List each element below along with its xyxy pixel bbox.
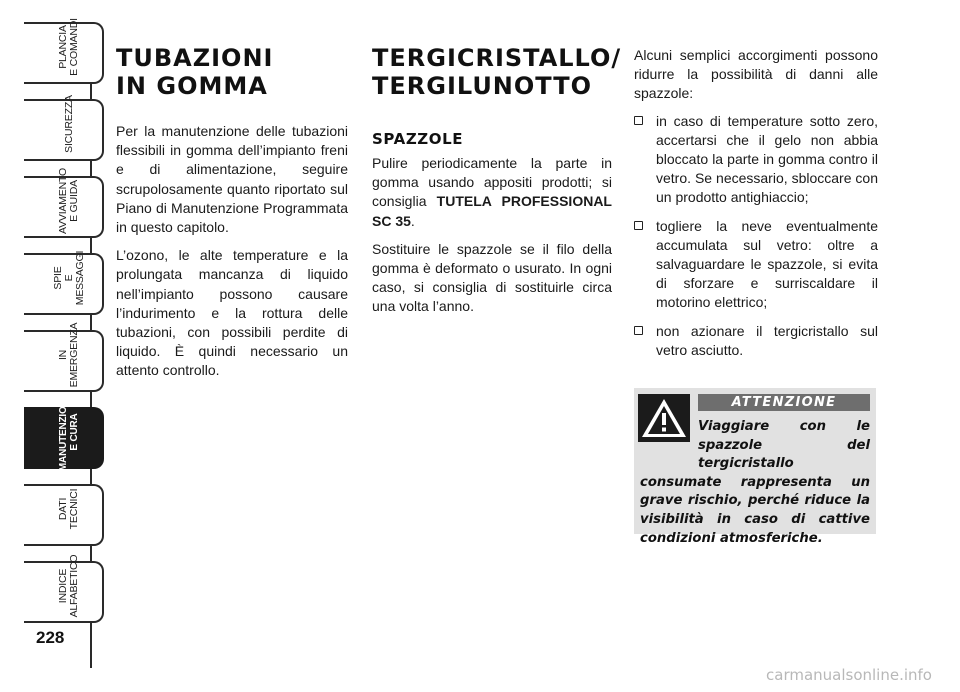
page-number: 228 — [36, 628, 65, 647]
tab-label: E MESSAGGI — [62, 250, 86, 306]
tab-label: DATI TECNICI — [57, 488, 80, 530]
tab-label: SPIE — [51, 266, 64, 290]
tab-dati-tecnici[interactable] — [24, 484, 104, 546]
paragraph: Per la manutenzione delle tubazioni flessibili in gomma dell’impianto freni e di alimentazione, seguire scrupolosamente quanto riportato sul Piano di Manutenzione Programmata in questo capitolo. — [116, 123, 348, 236]
tips-list — [634, 112, 878, 360]
tab-manutenzione-cura[interactable] — [24, 392, 104, 472]
list-item-text: togliere la neve eventualmente accumulata sul vetro: oltre a salvaguardare le spazzole, si evita di sforzare e surriscaldare il motorino elettrico; — [656, 217, 878, 311]
paragraph: Alcuni semplici accorgimenti possono ridurre la possibilità di danni alle spazzole: — [634, 47, 878, 102]
warning-label: ATTENZIONE — [698, 394, 870, 411]
tab-label: SICUREZZA — [62, 95, 75, 153]
section-tubazioni — [116, 0, 348, 381]
tab-label: E GUIDA — [68, 180, 80, 222]
list-item — [634, 112, 878, 208]
product-name: TUTELA PROFESSIONAL SC 35 — [372, 193, 612, 229]
title-line: TERGICRISTALLO/ — [372, 44, 622, 72]
list-item — [634, 322, 878, 360]
paragraph — [372, 154, 612, 231]
watermark: carmanualsonline.info — [766, 666, 932, 684]
paragraph: Sostituire le spazzole se il filo della gomma è deformato o usurato. In ogni caso, si consiglia di sostituirle circa una volta l’anno. — [372, 240, 612, 315]
paragraph-text: Pulire periodicamente la parte in gomma usando appositi prodotti; si consiglia — [372, 155, 612, 210]
title-line: TERGILUNOTTO — [372, 72, 592, 100]
tab-label: E CURA — [69, 413, 80, 451]
tab-label: INDICE — [57, 568, 69, 604]
title-line: TUBAZIONI — [116, 44, 274, 72]
tab-label: AVVIAMENTO — [57, 168, 69, 234]
title-line: IN GOMMA — [116, 72, 268, 100]
warning-text: Viaggiare con le spazzole del tergicristallo consumate rappresenta un grave rischio, perché riduce la visibilità in caso di cattive condizioni atmosferiche. — [640, 419, 870, 546]
section-title — [372, 44, 622, 100]
list-item — [634, 217, 878, 313]
list-item-text: non azionare il tergicristallo sul vetro asciutto. — [656, 322, 878, 358]
tab-sicurezza[interactable] — [24, 95, 104, 161]
tab-label: PLANCIA — [57, 25, 69, 69]
tab-avviamento-guida[interactable] — [24, 168, 104, 238]
subsection-title: SPAZZOLE — [372, 130, 464, 148]
paragraph: L’ozono, le alte temperature e la prolungata mancanza di liquido nell’impianto possono causare l’indurimento e la rottura delle tubazioni, con possibili perdite di liquido. È quindi necessario un attento controllo. — [116, 247, 348, 379]
tab-in-emergenza[interactable] — [24, 322, 104, 392]
tab-label: E COMANDI — [68, 18, 80, 76]
tab-label: MANUTENZIONE — [58, 392, 69, 472]
section-title — [116, 44, 348, 100]
section-spazzole-tips — [634, 0, 878, 369]
checkbox-bullet-icon — [634, 221, 643, 230]
tab-indice-alfabetico[interactable] — [24, 554, 104, 623]
chapter-sidebar — [0, 0, 96, 692]
warning-box — [634, 388, 876, 546]
tab-label: IN EMERGENZA — [57, 322, 80, 388]
checkbox-bullet-icon — [634, 116, 643, 125]
section-tergicristallo — [372, 0, 622, 317]
paragraph-text: . — [410, 212, 415, 229]
checkbox-bullet-icon — [634, 326, 643, 335]
tab-spie-messaggi[interactable] — [24, 250, 104, 315]
list-item-text: in caso di temperature sotto zero, accertarsi che il gelo non abbia bloccato la parte in gomma contro il vetro. Se necessario, sbloccare con un prodotto antighiaccio; — [656, 112, 878, 206]
tab-plancia-comandi[interactable] — [24, 18, 104, 84]
tab-label: ALFABETICO — [68, 554, 80, 618]
